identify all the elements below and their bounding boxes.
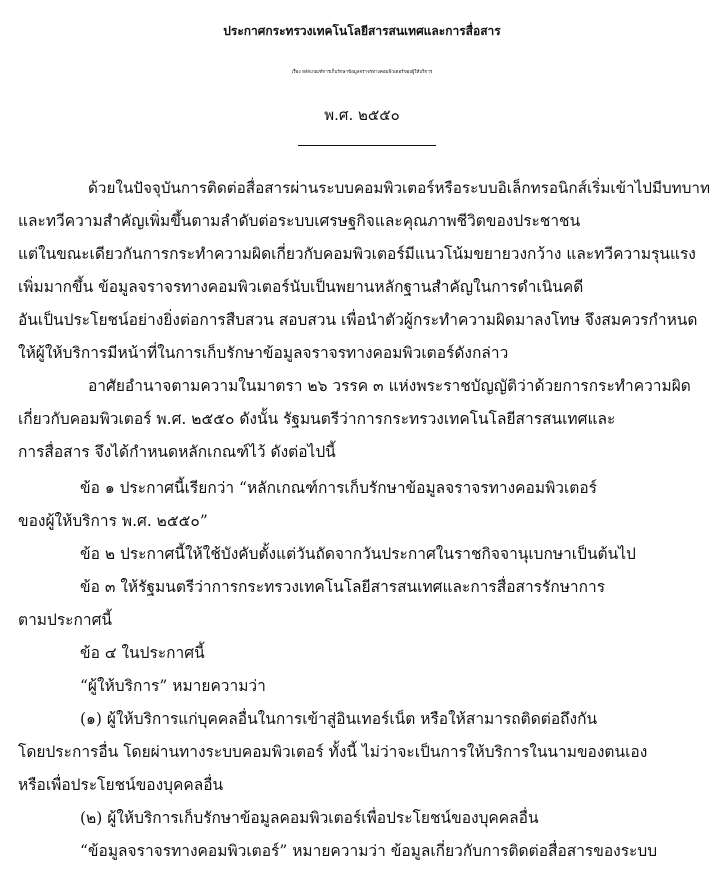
clause-3: ข้อ ๓ ให้รัฐมนตรีว่าการกระทรวงเทคโนโลยีสารสนเทศและการสื่อสารรักษาการ	[80, 578, 606, 596]
title-divider	[298, 145, 436, 146]
body-line: อาศัยอำนาจตามความในมาตรา ๒๖ วรรค ๓ แห่งพระราชบัญญัติว่าด้วยการกระทำความผิด	[88, 377, 691, 395]
definition-term: “ข้อมูลจราจรทางคอมพิวเตอร์” หมายความว่า ข้อมูลเกี่ยวกับการติดต่อสื่อสารของระบบ	[80, 842, 658, 860]
body-line: ของผู้ให้บริการ พ.ศ. ๒๕๕๐”	[18, 512, 208, 530]
body-line: และทวีความสำคัญเพิ่มขึ้นตามลำดับต่อระบบเศรษฐกิจและคุณภาพชีวิตของประชาชน	[18, 212, 581, 230]
body-line: โดยประการอื่น โดยผ่านทางระบบคอมพิวเตอร์ ทั้งนี้ ไม่ว่าจะเป็นการให้บริการในนามของตนเอง	[18, 743, 648, 761]
body-line: ให้ผู้ให้บริการมีหน้าที่ในการเก็บรักษาข้อมูลจราจรทางคอมพิวเตอร์ดังกล่าว	[18, 344, 509, 362]
body-line: อันเป็นประโยชน์อย่างยิ่งต่อการสืบสวน สอบสวน เพื่อนำตัวผู้กระทำความผิดมาลงโทษ จึงสมควรกำหนด	[18, 311, 698, 329]
body-line: หรือเพื่อประโยชน์ของบุคคลอื่น	[18, 776, 224, 794]
announcement-title: ประกาศกระทรวงเทคโนโลยีสารสนเทศและการสื่อสาร	[223, 24, 501, 38]
body-line: ตามประกาศนี้	[18, 611, 112, 629]
clause-4: ข้อ ๔ ในประกาศนี้	[80, 644, 205, 662]
body-line: แต่ในขณะเดียวกันการกระทำความผิดเกี่ยวกับคอมพิวเตอร์มีแนวโน้มขยายวงกว้าง และทวีความรุนแรง	[18, 245, 696, 263]
definition-item-1: (๑) ผู้ให้บริการแก่บุคคลอื่นในการเข้าสู่อินเทอร์เน็ต หรือให้สามารถติดต่อถึงกัน	[80, 710, 598, 728]
clause-1: ข้อ ๑ ประกาศนี้เรียกว่า “หลักเกณฑ์การเก็บรักษาข้อมูลจราจรทางคอมพิวเตอร์	[80, 479, 597, 497]
announcement-subject: เรื่อง หลักเกณฑ์การเก็บรักษาข้อมูลจราจรทางคอมพิวเตอร์ของผู้ให้บริการ	[291, 70, 433, 75]
body-line: เกี่ยวกับคอมพิวเตอร์ พ.ศ. ๒๕๕๐ ดังนั้น รัฐมนตรีว่าการกระทรวงเทคโนโลยีสารสนเทศและ	[18, 410, 616, 428]
announcement-year: พ.ศ. ๒๕๕๐	[324, 106, 400, 124]
definition-item-2: (๒) ผู้ให้บริการเก็บรักษาข้อมูลคอมพิวเตอร์เพื่อประโยชน์ของบุคคลอื่น	[80, 809, 539, 827]
body-line: เพิ่มมากขึ้น ข้อมูลจราจรทางคอมพิวเตอร์นับเป็นพยานหลักฐานสำคัญในการดำเนินคดี	[18, 278, 584, 296]
body-line: ด้วยในปัจจุบันการติดต่อสื่อสารผ่านระบบคอมพิวเตอร์หรือระบบอิเล็กทรอนิกส์เริ่มเข้าไปมีบทบาท	[88, 179, 711, 197]
clause-2: ข้อ ๒ ประกาศนี้ให้ใช้บังคับตั้งแต่วันถัดจากวันประกาศในราชกิจจานุเบกษาเป็นต้นไป	[80, 545, 636, 563]
body-line: การสื่อสาร จึงได้กำหนดหลักเกณฑ์ไว้ ดังต่อไปนี้	[18, 443, 336, 461]
definition-term: “ผู้ให้บริการ” หมายความว่า	[80, 677, 266, 695]
